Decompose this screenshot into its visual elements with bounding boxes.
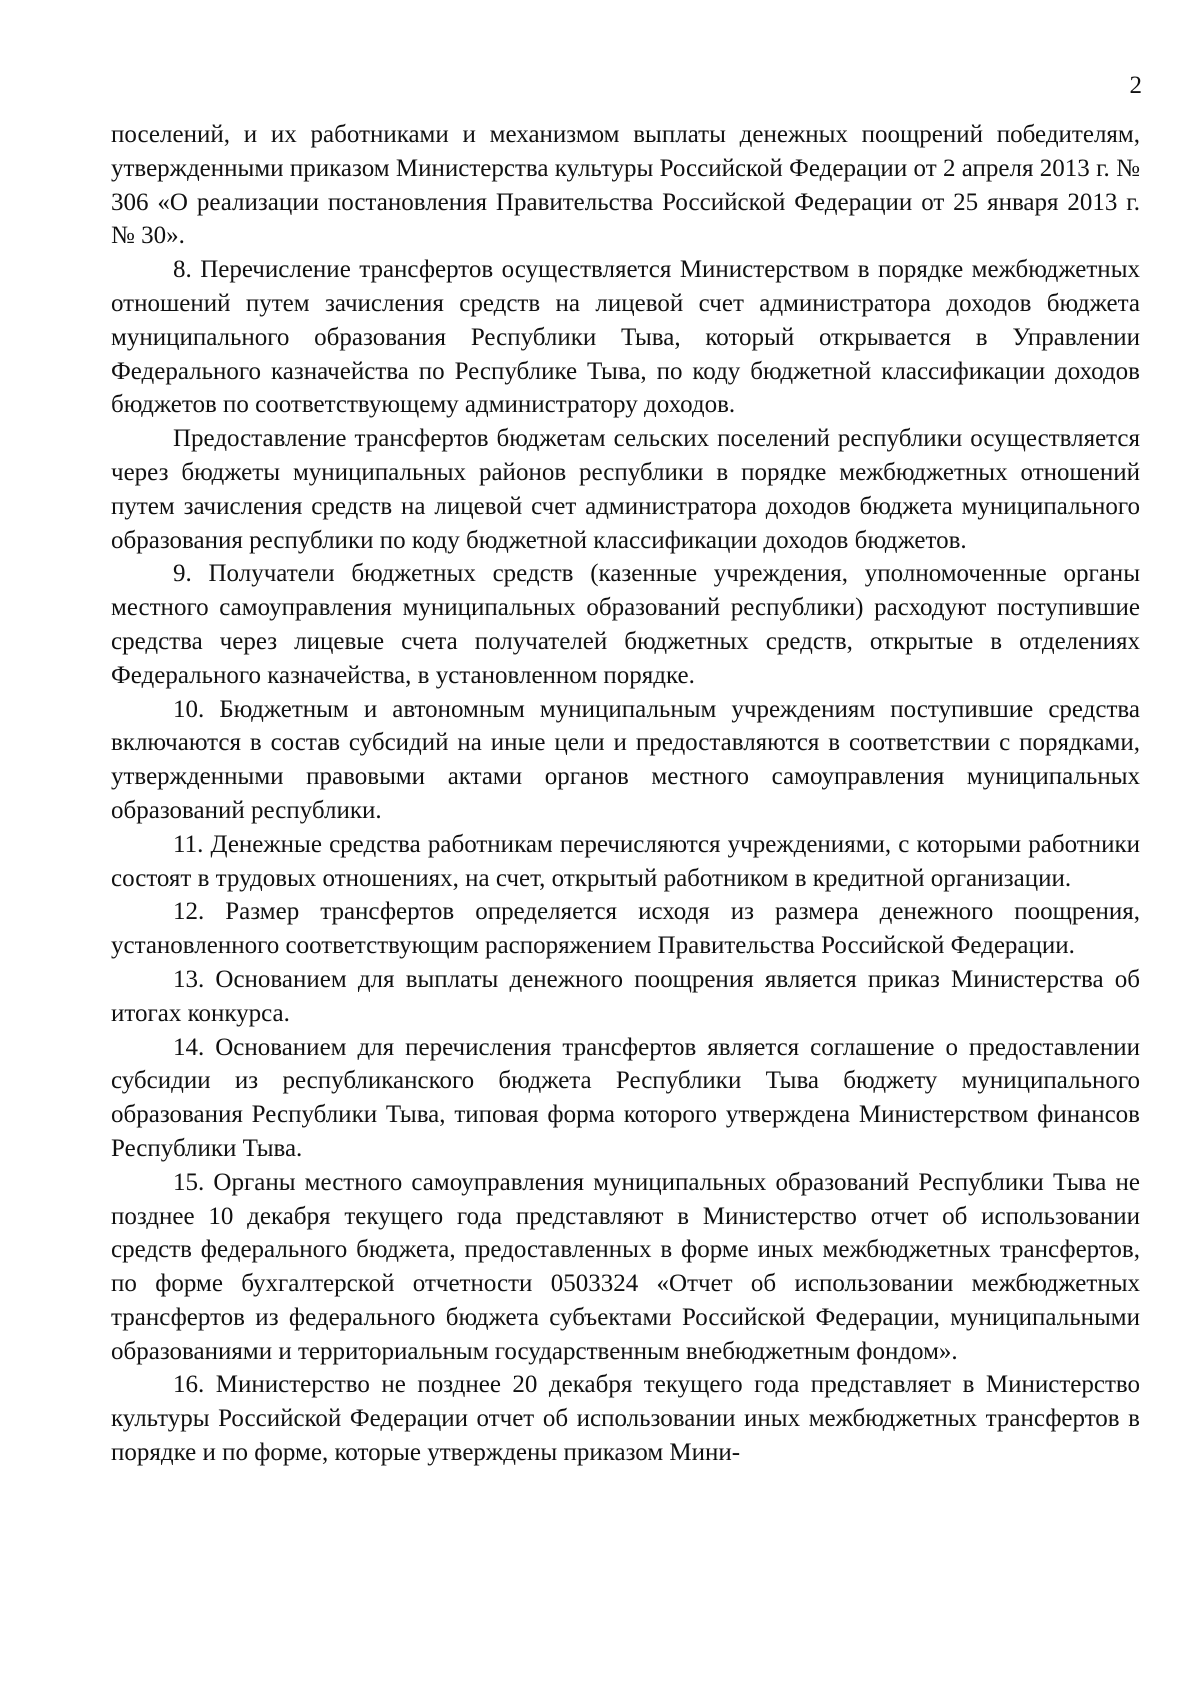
document-body [111, 118, 1140, 1470]
paragraph-item-12: 12. Размер трансфертов определяется исходя из размера денежного поощрения, установленного соответствующим распоряжением Правительства Российской Федерации. [111, 898, 1140, 960]
paragraph-item-8: 8. Перечисление трансфертов осуществляется Министерством в порядке межбюджетных отношений путем зачисления средств на лицевой счет администратора доходов бюджета муниципального образования Республики Тыва, который открывается в Управлении Федерального казначейства по Республике Тыва, по коду бюджетной классификации доходов бюджетов по соответствующему администратору доходов. [111, 256, 1140, 419]
paragraph-continuation: поселений, и их работниками и механизмом выплаты денежных поощрений победителям, утвержденными приказом Министерства культуры Российской Федерации от 2 апреля 2013 г. № 306 «О реализации постановления Правительства Российской Федерации от 25 января 2013 г. № 30». [111, 121, 1140, 250]
page-number: 2 [1129, 72, 1142, 99]
paragraph-item-10: 10. Бюджетным и автономным муниципальным учреждениям поступившие средства включаются в состав субсидий на иные цели и предоставляются в соответствии с порядками, утвержденными правовыми актами органов местного самоуправления муниципальных образований республики. [111, 695, 1140, 824]
paragraph-item-9: 9. Получатели бюджетных средств (казенные учреждения, уполномоченные органы местного самоуправления муниципальных образований республики) расходуют поступившие средства через лицевые счета получателей бюджетных средств, открытые в отделениях Федерального казначейства, в установленном порядке. [111, 560, 1140, 689]
paragraph-item-14: 14. Основанием для перечисления трансфертов является соглашение о предоставлении субсидии из республиканского бюджета Республики Тыва бюджету муниципального образования Республики Тыва, типовая форма которого утверждена Министерством финансов Республики Тыва. [111, 1033, 1140, 1162]
paragraph-item-13: 13. Основанием для выплаты денежного поощрения является приказ Министерства об итогах конкурса. [111, 965, 1140, 1027]
paragraph-rural-settlements: Предоставление трансфертов бюджетам сельских поселений республики осуществляется через бюджеты муниципальных районов республики в порядке межбюджетных отношений путем зачисления средств на лицевой счет администратора доходов бюджета муниципального образования республики по коду бюджетной классификации доходов бюджетов. [111, 425, 1140, 554]
paragraph-item-15: 15. Органы местного самоуправления муниципальных образований Республики Тыва не позднее 10 декабря текущего года представляют в Министерство отчет об использовании средств федерального бюджета, предоставленных в форме иных межбюджетных трансфертов, по форме бухгалтерской отчетности 0503324 «Отчет об использовании межбюджетных трансфертов из федерального бюджета субъектами Российской Федерации, муниципальными образованиями и территориальным государственным внебюджетным фондом». [111, 1168, 1140, 1365]
paragraph-item-11: 11. Денежные средства работникам перечисляются учреждениями, с которыми работники состоят в трудовых отношениях, на счет, открытый работником в кредитной организации. [111, 830, 1140, 892]
paragraph-item-16: 16. Министерство не позднее 20 декабря текущего года представляет в Министерство культуры Российской Федерации отчет об использовании иных межбюджетных трансфертов в порядке и по форме, которые утверждены приказом Мини- [111, 1371, 1140, 1467]
